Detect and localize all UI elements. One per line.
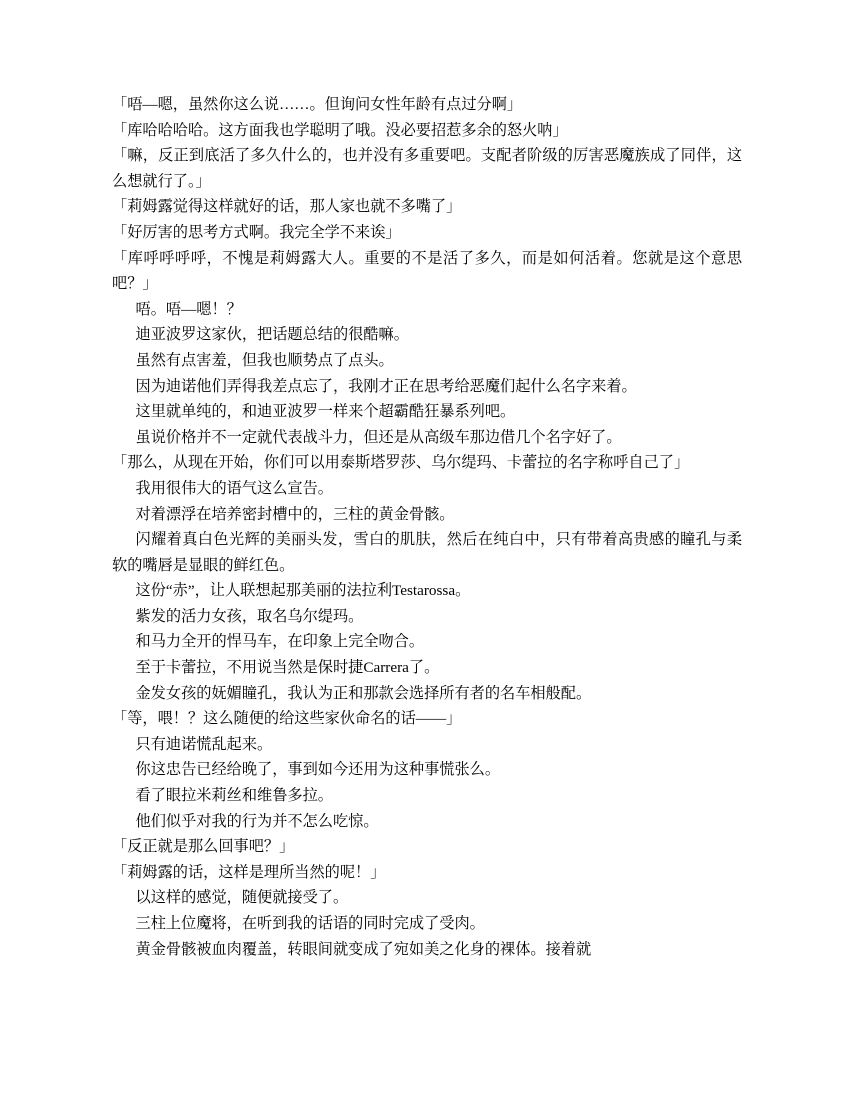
text-line: 「莉姆露觉得这样就好的话，那人家也就不多嘴了」 bbox=[112, 198, 462, 216]
text-line: 「唔—嗯，虽然你这么说……。但询问女性年龄有点过分啊」 bbox=[112, 96, 523, 113]
text-line: 闪耀着真白色光辉的美丽头发，雪白的肌肤，然后在纯白中，只有带着高贵感的瞳孔与柔软的嘴唇是显眼的鲜红色。 bbox=[112, 531, 742, 574]
text-line: 迪亚波罗这家伙，把话题总结的很酷嘛。 bbox=[135, 326, 409, 344]
text-line: 金发女孩的妩媚瞳孔，我认为正和那款会选择所有者的名车相般配。 bbox=[135, 684, 592, 702]
text-line: 紫发的活力女孩，取名乌尔缇玛。 bbox=[135, 607, 364, 625]
document-text-body bbox=[112, 92, 742, 962]
text-line: 对着漂浮在培养密封槽中的，三柱的黄金骨骸。 bbox=[135, 505, 455, 523]
text-line: 只有迪诺慌乱起来。 bbox=[135, 735, 273, 753]
text-line: 以这样的感觉，随便就接受了。 bbox=[135, 889, 349, 907]
text-line: 虽说价格并不一定就代表战斗力，但还是从高级车那边借几个名字好了。 bbox=[135, 428, 622, 446]
text-line: 「库呼呼呼呼，不愧是莉姆露大人。重要的不是活了多久，而是如何活着。您就是这个意思吧？」 bbox=[112, 249, 742, 293]
text-line: 这份“赤”，让人联想起那美丽的法拉利Testarossa。 bbox=[135, 582, 471, 600]
text-line: 看了眼拉米莉丝和维鲁多拉。 bbox=[135, 787, 333, 805]
text-line: 他们似乎对我的行为并不怎么吃惊。 bbox=[135, 812, 379, 830]
text-line: 至于卡蕾拉，不用说当然是保时捷Carrera了。 bbox=[135, 659, 440, 677]
text-line: 黄金骨骸被血肉覆盖，转眼间就变成了宛如美之化身的裸体。接着就 bbox=[135, 940, 592, 958]
text-line: 「等，喂！？这么随便的给这些家伙命名的话——」 bbox=[112, 710, 462, 728]
text-line: 「嘛，反正到底活了多久什么的，也并没有多重要吧。支配者阶级的厉害恶魔族成了同伴，这么想就行了。」 bbox=[112, 147, 742, 190]
text-line: 你这忠告已经给晚了，事到如今还用为这种事慌张么。 bbox=[135, 761, 501, 779]
text-line: 我用很伟大的语气这么宣告。 bbox=[135, 479, 333, 497]
text-line: 「反正就是那么回事吧？」 bbox=[112, 838, 295, 856]
text-line: 「好厉害的思考方式啊。我完全学不来诶」 bbox=[112, 223, 401, 241]
text-line: 「库哈哈哈哈。这方面我也学聪明了哦。没必要招惹多余的怒火呐」 bbox=[112, 121, 568, 139]
text-line: 和马力全开的悍马车，在印象上完全吻合。 bbox=[135, 633, 425, 651]
text-line: 唔。唔—嗯！？ bbox=[135, 300, 242, 318]
text-line: 三柱上位魔将，在听到我的话语的同时完成了受肉。 bbox=[135, 915, 485, 932]
text-line: 这里就单纯的，和迪亚波罗一样来个超霸酷狂暴系列吧。 bbox=[135, 403, 516, 421]
text-line: 因为迪诺他们弄得我差点忘了，我刚才正在思考给恶魔们起什么名字来着。 bbox=[135, 377, 637, 395]
text-line: 虽然有点害羞，但我也顺势点了点头。 bbox=[135, 351, 394, 369]
text-line: 「那么，从现在开始，你们可以用泰斯塔罗莎、乌尔缇玛、卡蕾拉的名字称呼自己了」 bbox=[112, 454, 690, 472]
text-line: 「莉姆露的话，这样是理所当然的呢！」 bbox=[112, 863, 386, 881]
